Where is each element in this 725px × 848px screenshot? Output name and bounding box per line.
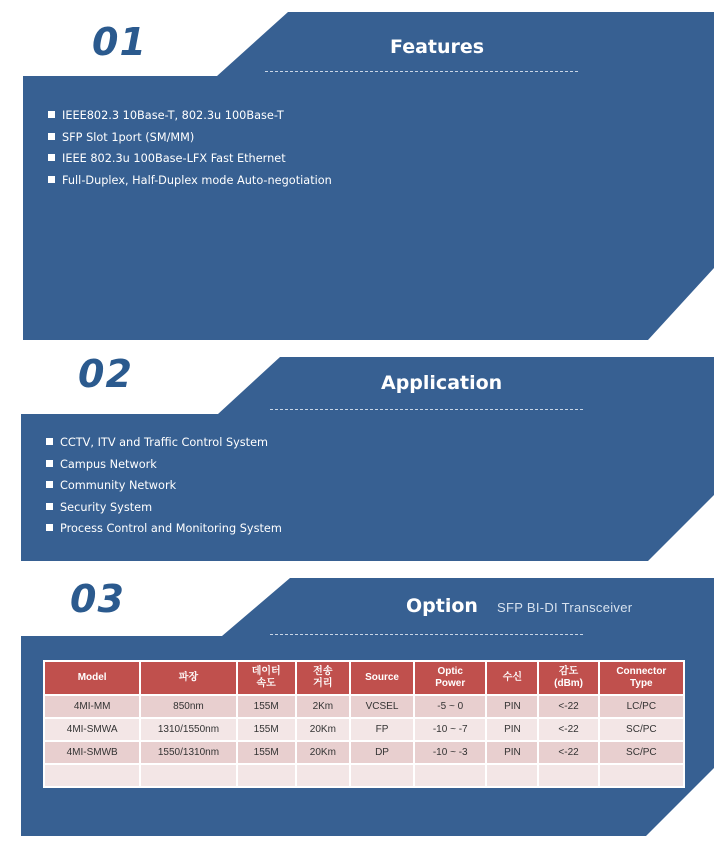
table-cell: LC/PC [600,696,683,717]
section-number-option: 03 [70,577,125,621]
table-cell: 1310/1550nm [141,719,235,740]
list-item: IEEE802.3 10Base-T, 802.3u 100Base-T [48,105,332,127]
application-title: Application [381,372,503,394]
table-cell [487,765,537,786]
table-row [45,719,683,740]
table-cell: 850nm [141,696,235,717]
table-cell: 155M [238,719,295,740]
application-divider [270,409,583,410]
option-subtitle: SFP BI-DI Transceiver [497,600,633,615]
table-cell: 4MI-SMWB [45,742,139,763]
section-number-features: 01 [92,20,147,64]
features-divider [265,71,578,72]
table-header-row [45,662,683,694]
table-cell [351,765,413,786]
header-data-rate: 데이터 속도 [238,662,295,694]
features-title: Features [390,36,485,58]
table-cell: 20Km [297,742,349,763]
table-cell: 4MI-MM [45,696,139,717]
table-cell: -10 ~ -7 [415,719,485,740]
table-cell: FP [351,719,413,740]
table-cell: PIN [487,696,537,717]
table-cell: -10 ~ -3 [415,742,485,763]
bullet-icon [48,176,55,183]
table-cell: 2Km [297,696,349,717]
table-cell: <-22 [539,719,597,740]
list-item: CCTV, ITV and Traffic Control System [46,432,282,454]
bullet-icon [46,503,53,510]
header-wavelength: 파장 [141,662,235,694]
header-connector-type: Connector Type [600,662,683,694]
table-cell [600,765,683,786]
header-receiver: 수신 [487,662,537,694]
table-cell: 1550/1310nm [141,742,235,763]
table-cell: SC/PC [600,742,683,763]
option-divider [270,634,583,635]
table-cell: PIN [487,742,537,763]
header-model: Model [45,662,139,694]
table-cell: <-22 [539,742,597,763]
table-cell: DP [351,742,413,763]
table-cell: 20Km [297,719,349,740]
header-optic-power: Optic Power [415,662,485,694]
table-cell [539,765,597,786]
table-cell: VCSEL [351,696,413,717]
list-item: IEEE 802.3u 100Base-LFX Fast Ethernet [48,148,332,170]
table-cell: PIN [487,719,537,740]
table-cell: 4MI-SMWA [45,719,139,740]
application-list [46,432,282,540]
header-distance: 전송 거리 [297,662,349,694]
table-cell: -5 ~ 0 [415,696,485,717]
bullet-icon [48,154,55,161]
table-cell [415,765,485,786]
table-row [45,696,683,717]
option-table [43,660,685,788]
bullet-icon [46,481,53,488]
bullet-icon [46,524,53,531]
table-cell: 155M [238,742,295,763]
table-cell [238,765,295,786]
bullet-icon [46,460,53,467]
table-row [45,765,683,786]
list-item: SFP Slot 1port (SM/MM) [48,127,332,149]
bullet-icon [48,111,55,118]
list-item: Campus Network [46,454,282,476]
table-row [45,742,683,763]
header-source: Source [351,662,413,694]
table-cell: 155M [238,696,295,717]
table-cell [45,765,139,786]
section-number-application: 02 [78,352,133,396]
list-item: Security System [46,497,282,519]
list-item: Community Network [46,475,282,497]
list-item: Process Control and Monitoring System [46,518,282,540]
bullet-icon [48,133,55,140]
features-list [48,105,332,191]
table-cell: <-22 [539,696,597,717]
header-sensitivity: 감도 (dBm) [539,662,597,694]
table-cell: SC/PC [600,719,683,740]
table-cell [141,765,235,786]
option-title: Option [406,595,478,617]
bullet-icon [46,438,53,445]
list-item: Full-Duplex, Half-Duplex mode Auto-negotiation [48,170,332,192]
table-cell [297,765,349,786]
